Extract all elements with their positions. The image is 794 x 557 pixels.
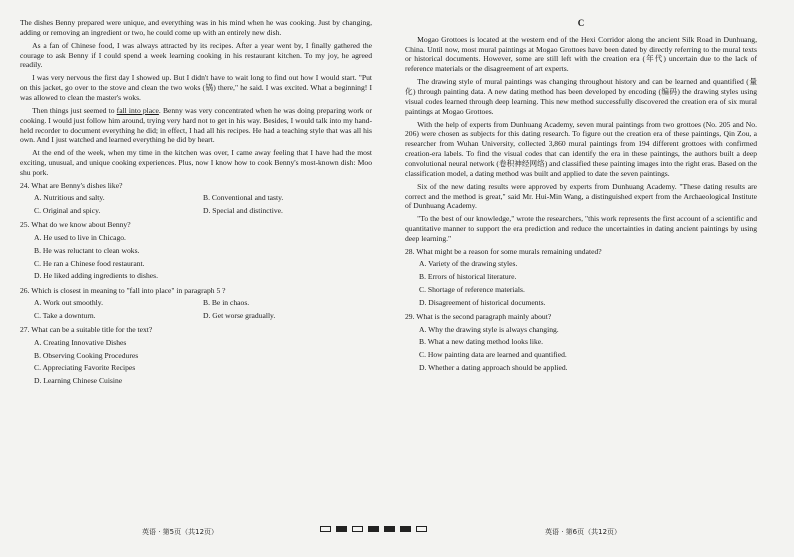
answer-option: D. Get worse gradually. — [203, 310, 276, 320]
section-letter: C — [577, 18, 585, 28]
answer-option: D. He liked adding ingredients to dishes. — [34, 271, 159, 281]
question-options — [419, 258, 757, 309]
answer-option: D. Special and distinctive. — [203, 206, 283, 216]
answer-option: C. Appreciating Favorite Recipes — [34, 363, 136, 373]
question-stem: 29. What is the second paragraph mainly about? — [405, 312, 552, 322]
answer-option: D. Learning Chinese Cuisine — [34, 376, 123, 386]
answer-option: C. How painting data are learned and quantified. — [419, 350, 567, 360]
answer-option: B. He was reluctant to clean woks. — [34, 245, 140, 255]
right-paragraph: "To the best of our knowledge," wrote the researchers, "this work represents the first account of a scientific and quantitative manner to support the era prediction and reduce the uncertainties in dating ancient paintings by using deep learning." — [405, 214, 757, 244]
question-stem: 25. What do we know about Benny? — [20, 220, 131, 230]
answer-option: C. He ran a Chinese food restaurant. — [34, 258, 145, 268]
page-mark — [336, 526, 347, 532]
answer-option: A. He used to live in Chicago. — [34, 232, 126, 242]
right-question-list — [405, 247, 757, 375]
underlined-phrase: fall into place — [116, 105, 159, 115]
question-options — [419, 323, 757, 374]
text-run: Then things just seemed to — [32, 105, 117, 115]
page-footer-left: 英语 · 第5页（共12页） — [142, 528, 219, 536]
question-stem: 24. What are Benny's dishes like? — [20, 180, 123, 190]
question-stem: 27. What can be a suitable title for the text? — [20, 325, 153, 335]
answer-option: B. Errors of historical literature. — [419, 272, 517, 282]
question-options — [34, 231, 372, 282]
question-options — [34, 192, 372, 218]
right-column — [405, 18, 757, 374]
page-mark — [416, 526, 427, 532]
answer-option: B. Conventional and tasty. — [203, 193, 284, 203]
question-options — [34, 336, 372, 387]
answer-option: B. Be in chaos. — [203, 298, 250, 308]
right-paragraph: Six of the new dating results were approved by experts from Dunhuang Academy. "These dating results are correct and the method is great," said Mr. Hui-Min Wang, a distinguished expert from the Archaeological Institute of Dunhuang Academy. — [405, 181, 757, 211]
page-marks — [320, 526, 427, 532]
left-paragraph: I was very nervous the first day I showed up. But I didn't have to wait long to find out how I would start. "Put on this jacket, go over to the stove and clean the two woks (锅) there," he said. I was excited. What a beginning! I was allowed to clean the master's woks. — [20, 73, 372, 103]
text-run: . Benny was very concentrated when he was doing preparing work or cooking. I would just follow him around, trying very hard not to get in his way. Besides, I would talk into my hand-held recorder to document everything he did; in effect, I had all his recipes. He had a teaching style that was all his own. And I just watched and learned everything he did by heart. — [20, 105, 372, 145]
answer-option: B. Observing Cooking Procedures — [34, 350, 139, 360]
left-question-list — [20, 181, 372, 388]
answer-option: D. Disagreement of historical documents. — [419, 297, 546, 307]
answer-option: C. Take a downturn. — [34, 310, 96, 320]
page-mark — [320, 526, 331, 532]
left-column — [20, 18, 372, 388]
answer-option: A. Variety of the drawing styles. — [419, 259, 518, 269]
right-paragraph: With the help of experts from Dunhuang Academy, seven mural paintings from two grottoes (No. 205 and No. 206) were chosen as subjects for this dating research. To figure out the creation era of these paintings, Qin Zou, a researcher from Wuhan University, collected 3,860 mural paintings from 194 different grottoes with confirmed creation-era labels. To find the visual codes that can identify the era in these paintings, the authors built a deep convolutional neural network (卷积神经网络) and classified these painting images into the right eras. Based on the classification model, a dating method was built and applied to date the seven paintings. — [405, 119, 757, 178]
left-paragraph: At the end of the week, when my time in the kitchen was over, I came away feeling that I have had the most exciting, unusual, and unique cooking experiences. Plus, now I know how to cook Benny's most-known dish: Moo shu pork. — [20, 148, 372, 178]
page-footer-right: 英语 · 第6页（共12页） — [545, 528, 622, 536]
page-mark — [368, 526, 379, 532]
right-paragraph: Mogao Grottoes is located at the western end of the Hexi Corridor along the ancient Silk Road in Dunhuang, China. Until now, most mural paintings at Mogao Grottoes have been dated by directly referring to the mural texts or historical documents. However, some are still left with the creation era (年代) uncertain due to the lack of reference materials or the disagreement of art experts. — [405, 34, 757, 74]
answer-option: C. Shortage of reference materials. — [419, 284, 525, 294]
question-options — [34, 297, 372, 323]
answer-option: B. What a new dating method looks like. — [419, 337, 544, 347]
question-stem: 26. Which is closest in meaning to "fall into place" in paragraph 5 ? — [20, 285, 226, 295]
page-mark — [352, 526, 363, 532]
right-paragraph: The drawing style of mural paintings was changing throughout history and can be learned and quantified (量化) through painting data. A new dating method has been developed by encoding (编码) the drawing styles using visual codes learned through deep learning. This new method successfully discovered the creation era of six mural paintings at Mogao Grottoes. — [405, 77, 757, 116]
answer-option: A. Creating Innovative Dishes — [34, 337, 127, 347]
answer-option: A. Work out smoothly. — [34, 298, 103, 308]
answer-option: A. Why the drawing style is always changing. — [419, 324, 559, 334]
left-paragraph-5 — [20, 106, 372, 145]
answer-option: A. Nutritious and salty. — [34, 193, 105, 203]
answer-option: D. Whether a dating approach should be applied. — [419, 363, 568, 373]
left-paragraph: As a fan of Chinese food, I was always attracted by its recipes. After a year went by, I finally gathered the courage to ask Benny if I could spend a week learning cooking in his restaurant kitchen. To my joy, he agreed readily. — [20, 40, 372, 70]
page-mark — [384, 526, 395, 532]
page-mark — [400, 526, 411, 532]
left-paragraph: The dishes Benny prepared were unique, and everything was in his mind when he was cooking. Just by changing, adding or removing an ingredient or two, he could come up with an entirely new dish. — [20, 18, 372, 37]
question-stem: 28. What might be a reason for some murals remaining undated? — [405, 246, 602, 256]
answer-option: C. Original and spicy. — [34, 206, 101, 216]
